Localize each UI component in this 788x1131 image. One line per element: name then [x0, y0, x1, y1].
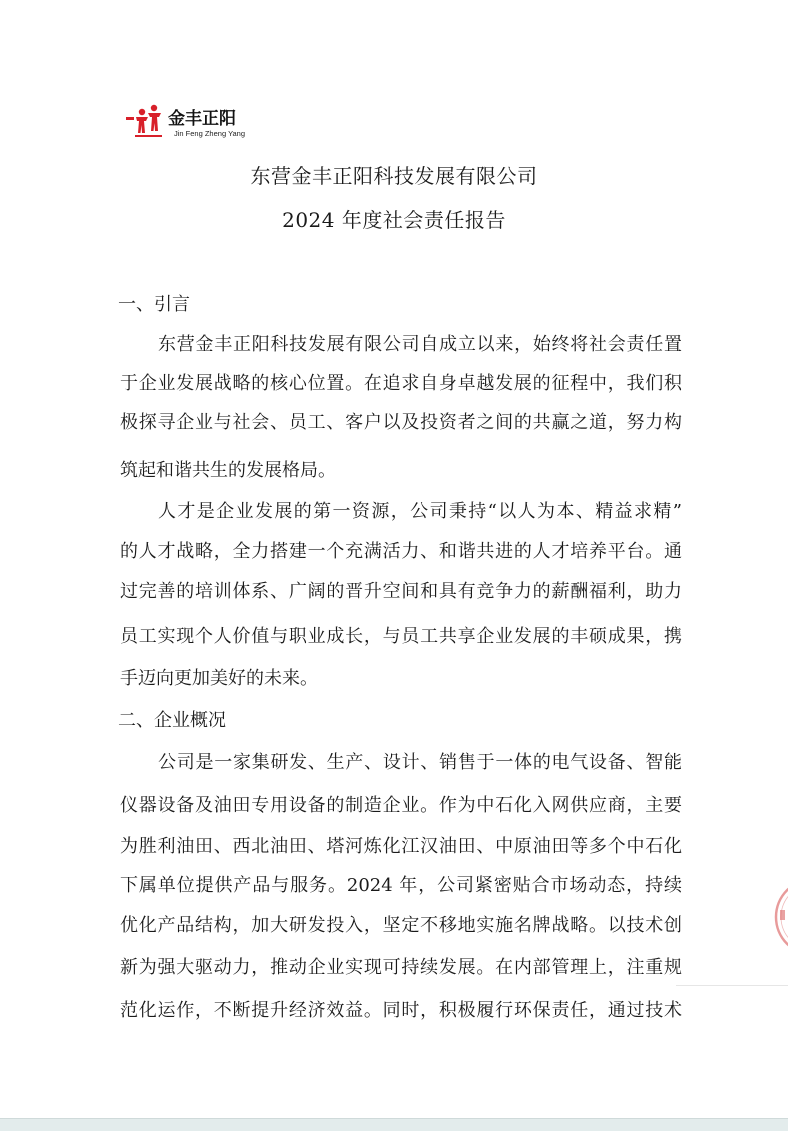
document-title-report: 2024 年度社会责任报告: [282, 208, 506, 232]
company-seal-stamp: [766, 872, 788, 962]
paragraph-line: 人才是企业发展的第一资源，公司秉持“以人为本、精益求精”: [158, 501, 682, 522]
paragraph-line: 范化运作，不断提升经济效益。同时，积极履行环保责任，通过技术: [120, 1000, 682, 1021]
paragraph-line: 极探寻企业与社会、员工、客户以及投资者之间的共赢之道，努力构: [120, 412, 682, 433]
paragraph-line: 筑起和谐共生的发展格局。: [120, 460, 336, 481]
logo-english-name: Jin Feng Zheng Yang: [174, 129, 246, 138]
paragraph-line: 过完善的培训体系、广阔的晋升空间和具有竞争力的薪酬福利，助力: [120, 581, 682, 602]
paragraph-line: 公司是一家集研发、生产、设计、销售于一体的电气设备、智能: [158, 752, 682, 773]
document-title-company: 东营金丰正阳科技发展有限公司: [250, 164, 538, 188]
page-fold-line: [676, 985, 788, 986]
paragraph-line: 仪器设备及油田专用设备的制造企业。作为中石化入网供应商，主要: [120, 795, 682, 816]
paragraph-line: 于企业发展战略的核心位置。在追求自身卓越发展的征程中，我们积: [120, 373, 682, 394]
paragraph-line: 手迈向更加美好的未来。: [120, 668, 318, 689]
paragraph-line: 优化产品结构，加大研发投入，坚定不移地实施名牌战略。以技术创: [120, 915, 682, 936]
paragraph-line: 下属单位提供产品与服务。2024 年，公司紧密贴合市场动态，持续: [120, 875, 682, 896]
paragraph-line: 东营金丰正阳科技发展有限公司自成立以来，始终将社会责任置: [158, 334, 682, 355]
company-logo: [126, 100, 256, 144]
logo-figure-icon: [126, 100, 166, 140]
section-heading-intro: 一、引言: [118, 294, 190, 315]
paragraph-line: 为胜利油田、西北油田、塔河炼化江汉油田、中原油田等多个中石化: [120, 836, 682, 857]
paragraph-line: 员工实现个人价值与职业成长，与员工共享企业发展的丰硕成果，携: [120, 626, 682, 647]
logo-chinese-name: 金丰正阳: [168, 109, 236, 129]
viewer-bottom-bar: [0, 1118, 788, 1131]
section-heading-overview: 二、企业概况: [118, 710, 226, 731]
paragraph-line: 新为强大驱动力，推动企业实现可持续发展。在内部管理上，注重规: [120, 957, 682, 978]
paragraph-line: 的人才战略，全力搭建一个充满活力、和谐共进的人才培养平台。通: [120, 541, 682, 562]
